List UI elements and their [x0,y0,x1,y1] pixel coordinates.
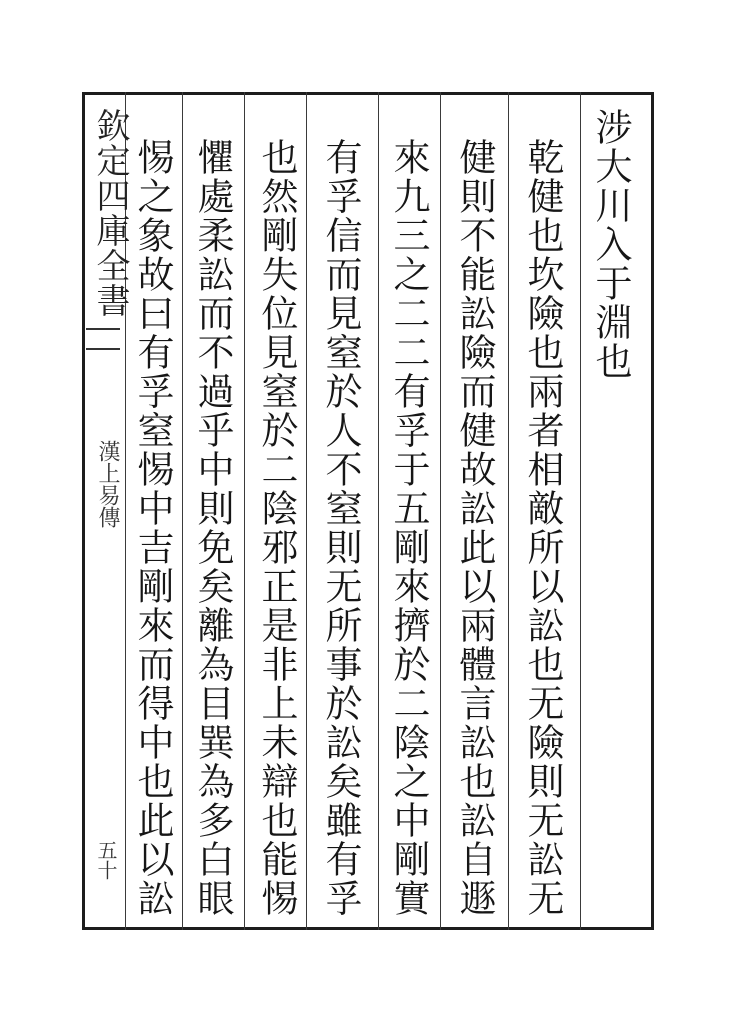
side-title: 欽定四庫全書 [90,108,130,318]
column-rule [244,92,245,930]
column-rule [306,92,307,930]
column-rule [508,92,509,930]
column-rule [440,92,441,930]
text-column-2: 乾健也坎險也兩者相敵所以訟也无險則无訟无 [521,138,564,918]
text-column-3: 健則不能訟險而健故訟此以兩體言訟也訟自遯 [453,138,496,918]
text-column-5: 有孚信而見窒於人不窒則无所事於訟矣雖有孚 [319,138,362,918]
side-section: 漢上易傳 [95,440,120,528]
fish-tail-mark [86,328,120,350]
text-column-4: 來九三之二二有孚于五剛來擠於二陰之中剛實 [387,138,430,918]
text-column-8: 惕之象故曰有孚窒惕中吉剛來而得中也此以訟 [131,138,174,918]
text-column-6: 也然剛失位見窒於二陰邪正是非上未辯也能惕 [255,138,298,918]
text-column-7: 懼處柔訟而不過乎中則免矣離為目巽為多白眼 [191,138,234,918]
side-page-number: 五十 [94,840,118,880]
text-column-1: 涉大川入于淵也 [589,108,632,381]
column-rule [182,92,183,930]
column-rule [580,92,581,930]
column-rule [378,92,379,930]
